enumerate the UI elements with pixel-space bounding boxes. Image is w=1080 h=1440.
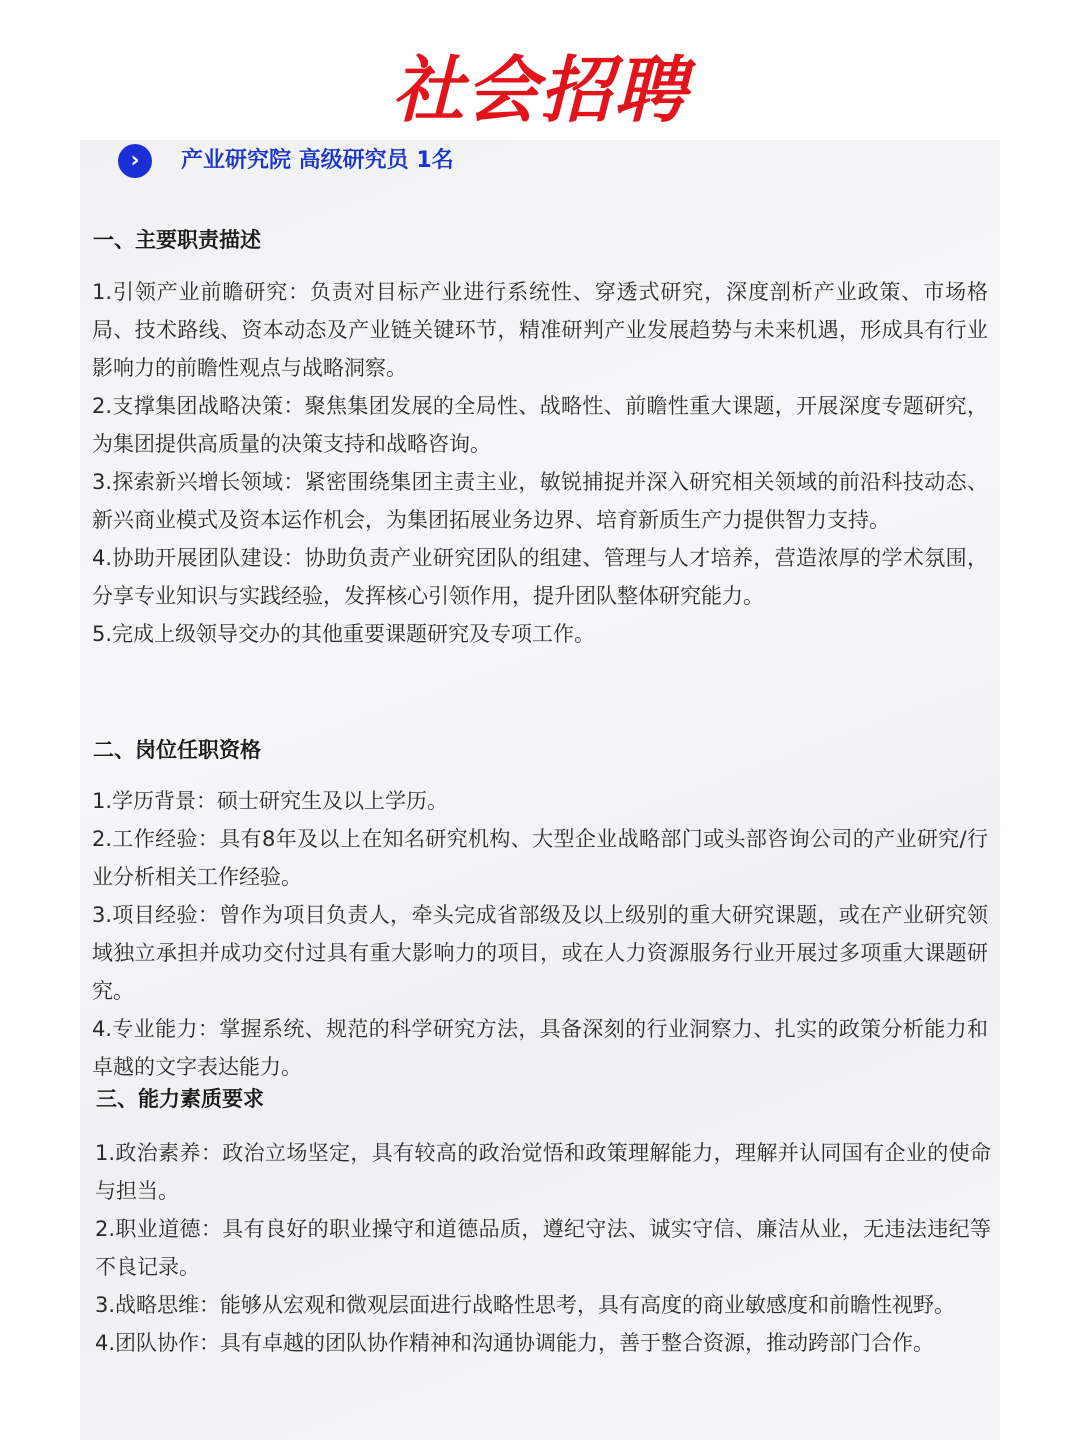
qualifications-list	[92, 782, 988, 1086]
list-item: 2.支撑集团战略决策：聚焦集团发展的全局性、战略性、前瞻性重大课题，开展深度专题研究，为集团提供高质量的决策支持和战略咨询。	[92, 394, 988, 456]
section-heading-qualifications: 二、岗位任职资格	[93, 738, 261, 762]
job-title: 产业研究院 高级研究员 1名	[181, 148, 454, 173]
section-heading-duties: 一、主要职责描述	[93, 228, 261, 252]
list-item: 4.专业能力：掌握系统、规范的科学研究方法，具备深刻的行业洞察力、扎实的政策分析能力和卓越的文字表达能力。	[92, 1017, 988, 1079]
list-item: 5.完成上级领导交办的其他重要课题研究及专项工作。	[92, 622, 596, 646]
list-item: 3.探索新兴增长领域：紧密围绕集团主责主业，敏锐捕捉并深入研究相关领域的前沿科技动态、新兴商业模式及资本运作机会，为集团拓展业务边界、培育新质生产力提供智力支持。	[92, 470, 988, 532]
duties-list	[92, 273, 988, 653]
list-item: 4.协助开展团队建设：协助负责产业研究团队的组建、管理与人才培养，营造浓厚的学术氛围，分享专业知识与实践经验，发挥核心引领作用，提升团队整体研究能力。	[92, 546, 988, 608]
list-item: 1.政治素养：政治立场坚定，具有较高的政治觉悟和政策理解能力，理解并认同国有企业的使命与担当。	[95, 1141, 991, 1203]
list-item: 2.工作经验：具有8年及以上在知名研究机构、大型企业战略部门或头部咨询公司的产业研究/行业分析相关工作经验。	[92, 827, 988, 889]
chevron-right-icon: ›	[118, 144, 152, 178]
section-heading-competencies: 三、能力素质要求	[96, 1087, 264, 1111]
list-item: 4.团队协作：具有卓越的团队协作精神和沟通协调能力，善于整合资源，推动跨部门合作。	[95, 1331, 935, 1355]
list-item: 3.项目经验：曾作为项目负责人，牵头完成省部级及以上级别的重大研究课题，或在产业研究领域独立承担并成功交付过具有重大影响力的项目，或在人力资源服务行业开展过多项重大课题研究。	[92, 903, 988, 1003]
page-title: 社会招聘	[391, 48, 688, 132]
competencies-list	[95, 1134, 991, 1362]
list-item: 1.学历背景：硕士研究生及以上学历。	[92, 789, 449, 813]
list-item: 2.职业道德：具有良好的职业操守和道德品质，遵纪守法、诚实守信、廉洁从业，无违法违纪等不良记录。	[95, 1217, 991, 1279]
list-item: 3.战略思维：能够从宏观和微观层面进行战略性思考，具有高度的商业敏感度和前瞻性视野。	[95, 1293, 956, 1317]
list-item: 1.引领产业前瞻研究：负责对目标产业进行系统性、穿透式研究，深度剖析产业政策、市场格局、技术路线、资本动态及产业链关键环节，精准研判产业发展趋势与未来机遇，形成具有行业影响力的前瞻性观点与战略洞察。	[92, 280, 988, 380]
job-header	[118, 143, 454, 179]
